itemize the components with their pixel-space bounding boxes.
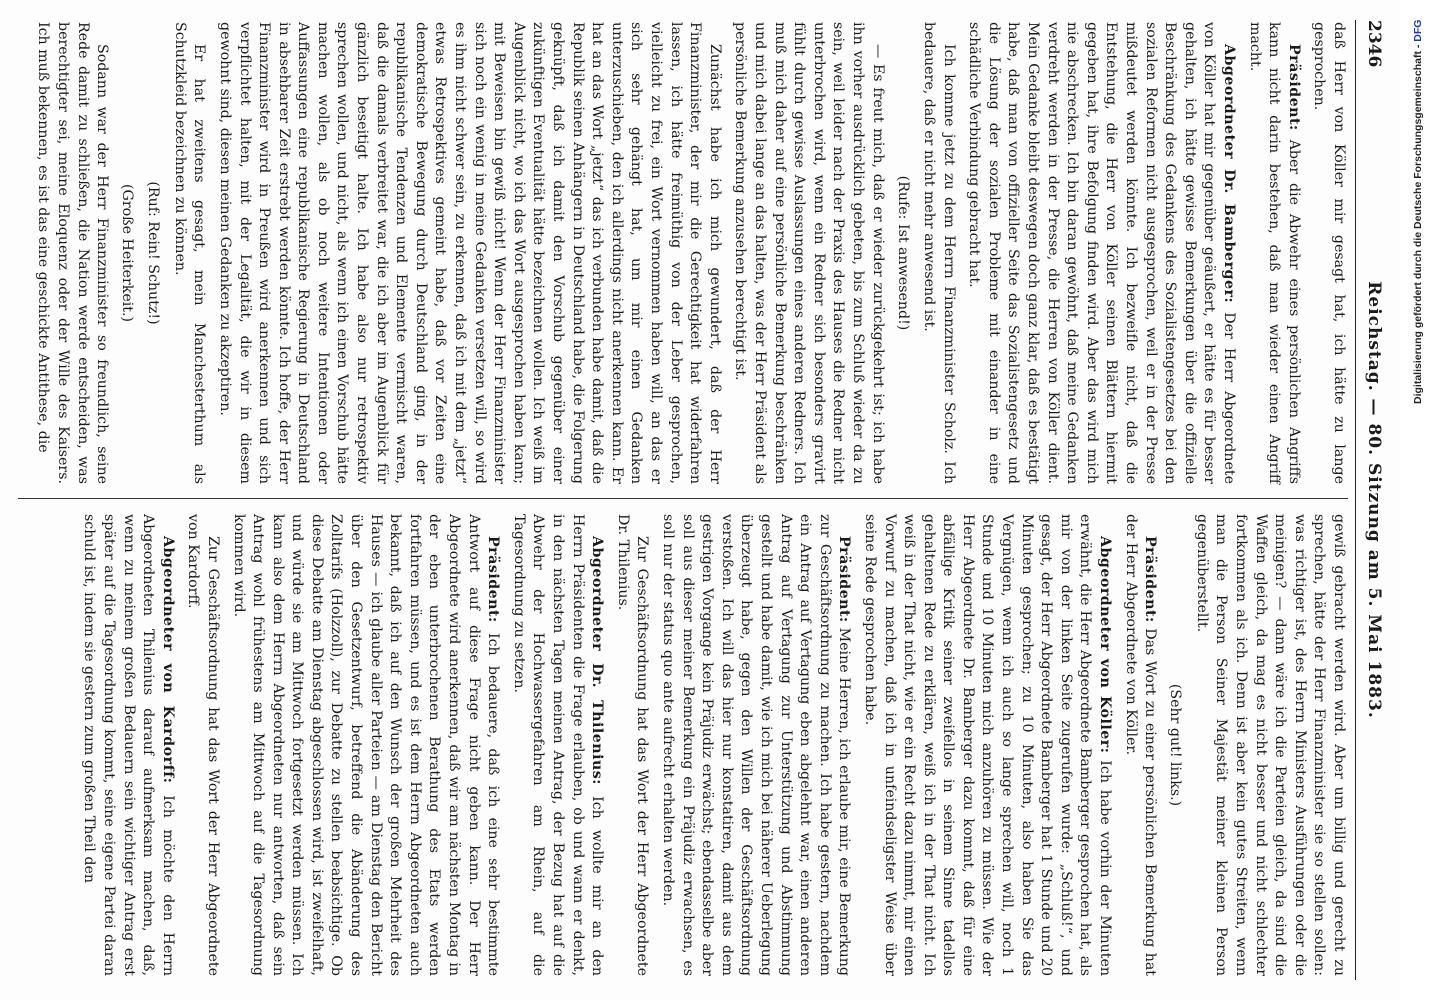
stage-direction (117, 22, 137, 484)
page-number: 2346 (1364, 20, 1384, 68)
paragraph-text: Aber die Abwehr eines persönlichen Angriffs kann nicht darin bestehen, daß man wieder einen Angriff macht. (1246, 22, 1302, 484)
page-title: Reichstag. — 80. Sitzung am 5. Mai 1883. (1364, 281, 1384, 719)
paragraph (1309, 22, 1348, 484)
digitization-notice (1412, 20, 1432, 980)
paragraph-text: Meine Herren, ich erlaube mir, eine Bemerkung zur Geschäftsordnung zu machen. Ich habe gestern, nachdem ein Antrag auf Vertagung eben abgelehnt war, einen anderen Antrag auf Vertagung zur Unterstützung und Abstimmung gestellt und habe damit, wie ich mich bei näherer Ueberlegung überzeugt habe, gegen den Willen der Geschäftsordnung verstoßen. Ich will das hier nur konstatiren, damit aus dem gestrigen Vorgange kein Präjudiz erwächst; ebendasselbe aber soll aus dieser meiner Bemerkung ein Präjudiz erwachsen, es soll nur der status quo ante aufrecht erhalten werden. (660, 514, 853, 977)
speaker-name: Präsident: (836, 536, 853, 623)
stage-direction (893, 22, 913, 484)
paragraph-text: Zunächst habe ich mich gewundert, daß der Herr Finanzminister, der mir die Gerechtigkeit hat widerfahren lassen, ich hätte freimüthig von der Leber gesprochen, vielleicht zu frei, ein Wort vernommen haben will, an das er sich sehr gehängt hat, um mir einen Gedanken unterzuschieben, den ich allerdings nicht anerkennen kann. Er hat an das Wort „jetzt“ das ich verbunden habe damit, daß die Republik seinen Anhängern in Deutschland habe, die Folgerung geknüpft, daß ich damit den Vorschub gegenüber einer zukünftigen Eventualität hätte bezeichnen wollen. Ich weiß im Augenblick nicht, wo ich das Wort ausgesprochen haben kann; mit Beweisen bin gewiß nicht! Wenn der Herr Finanzminister sich noch ein wenig in meine Gedanken versetzen will, so wird es ihm nicht schwer sein, zu erkennen, daß ich mit dem „jetzt“ etwas Retrospektives gemeint habe, daß vor Zeiten eine demokratische Bewegung durch Deutschland ging, in der republikanische Tendenzen und Elemente vermischt waren, daß die damals verbreitet war, die ich aber im Augenblick für gänzlich beseitigt halte. Ich habe also nur retrospektiv sprechen wollen, und nicht, als wenn ich einen Vorschub hätte machen wollen, als ob noch weitere Intentionen oder Auffassungen eine republikanische Regierung in Deutschland in absehbarer Zeit erstrebt werden könnte. Ich hoffe, der Herr Finanzminister wird in Preußen wird anerkennen und sich verpflichtet halten, mit der Legalität, die wir in diesem gewohnt sind, diesen meinen Gedanken zu akzeptiren. (216, 22, 723, 484)
paragraph-text: Zur Geschäftsordnung hat das Wort der Herr Abgeordnete von Kardorff. (185, 514, 221, 976)
paragraph (919, 22, 958, 484)
speaker-name: Abgeordneter von Kardorff: (159, 536, 176, 784)
paragraph (79, 514, 177, 976)
paragraph (657, 514, 853, 976)
paragraph (169, 22, 208, 484)
paragraph-text: gewiß gebracht werden wird. Aber um billig und gerecht zu sprechen, hätte der Herr Finanzminister sie so stellen sollen: was richtiger ist, des Herrn Ministers Ausführungen oder die meinigen? — dann wäre ich die Parteien gleich, da sind die Waffen gleich, da mag es nicht besser und nicht schlechter fortkommen als ich. Denn ist aber kein gutes Streiten, wenn man die Person Seiner Majestät meiner kleinen Person gegenüberstellt. (1193, 514, 1347, 976)
paragraph-text: Der Herr Abgeordnete von Köller hat mir gegenüber geäußert, er hätte es für besser gehalten, ich hätte gewisse Bemerkungen über die offizielle Beschränkung des Gedankens des Sozialistengesetzes bei den sozialen Reformen nicht ausgesprochen, weil er in der Presse mißdeutet werden könnte. Ich bezweifle nicht, daß die Entstehung, die Herr von Köller seinen Blättern hiermit gegeben hat, ihre Befolgung finden wird. Aber das wird mich nie abschrecken. Ich bin daran gewöhnt, daß meine Gedanken verdreht werden in der Presse, die Herren von Köller dient. Mein Gedanke bleibt deswegen doch ganz klar, daß es bestätigt habe, daß man von offizieller Seite das Sozialistengesetz und die Lösung der sozialen Probleme mit einander in eine schädliche Verbindung gebracht hat. (966, 22, 1238, 485)
paragraph-text: Sodann war der Herr Finanzminister so freundlich, seine Rede damit zu schließen, die Nation werde entscheiden, was berechtigter sei, meine Eloquenz oder der Wille des Kaisers. Ich muß bekennen, es ist das eine geschickte Antithese, die (35, 22, 111, 484)
paragraph-text: Ich wollte mir an den Herrn Präsidenten die Frage erlauben, ob und wann er denkt, in den nächsten Tagen meinen Antrag, der Bezug hat auf die Abwehr der Hochwassergefahren am Rhein, auf die Tagesordnung zu setzen. (510, 514, 606, 976)
right-column (18, 514, 1348, 976)
paragraph (730, 22, 887, 484)
paragraph-text: (Rufe: Ist anwesend!) (894, 175, 911, 331)
paragraph-text: daß Herr von Köller mir gesagt hat, ich hätte zu lange gesprochen. (1311, 22, 1347, 484)
digitization-text: Digitalisierung gefördert durch die Deutsche Forschungsgemeinschaft - (1412, 45, 1424, 405)
speaker-name: Abgeordneter Dr. Thilenius: (589, 536, 606, 786)
paragraph (1244, 22, 1303, 484)
paragraph (859, 514, 1114, 976)
page-header (1355, 20, 1390, 980)
paragraph-text: Das Wort zu einer persönlichen Bemerkung hat der Herr Abgeordnete von Köller. (1122, 514, 1159, 977)
speaker-name: Präsident: (485, 536, 502, 623)
stage-direction (143, 22, 163, 484)
paragraph (214, 22, 723, 484)
paragraph (33, 22, 111, 484)
paragraph (1191, 514, 1348, 976)
paragraph (228, 514, 502, 976)
left-column (18, 22, 1348, 484)
paragraph-text: (Ruf: Rein! Schutz!) (145, 181, 162, 325)
speaker-name: Abgeordneter Dr. Bamberger: (1221, 44, 1238, 304)
paragraph-text: (Sehr gut! links.) (1167, 683, 1184, 807)
paragraph-text: Zur Geschäftsordnung hat das Wort der Herr Abgeordnete Dr. Thilenius. (614, 514, 651, 976)
paragraph-text: — Es freut mich, daß er wieder zurückgekehrt ist; ich habe ihn vorher ausdrücklich gebeten, bis zum Schluß wieder da zu sein, weil leider nach der Praxis des Hauses die Redner nicht unterbrochen wird, wenn ein Redner sich besonders gravirt fühlt durch gewisse Auslassungen eines anderen Redners. Ich muß mich daher auf eine persönliche Bemerkung beschränken und mich dabei lange an das halten, was der Herr Präsident als persönliche Bemerkung anzusehen berechtigt ist. (732, 22, 886, 484)
column-divider (18, 498, 1348, 499)
speaker-name: Präsident: (1285, 44, 1302, 131)
paragraph-text: Ich habe vorhin der Minuten erwähnt, die Herr Abgeordnete Bamberger gesprochen hat, als mir von der linken Seite zugerufen wurde: „Schluß!“, und gesagt, der Herr Abgeordnete Bamberger hat 1 Stunde und 20 Minuten gesprochen; zu 10 Minuten, also haben Sie das Vergnügen, wenn ich auch so lange sprechen will, noch 1 Stunde und 10 Minuten mich anzuhören zu müssen. Wie der Herr Abgeordnete Dr. Bamberger dazu kommt, daß für eine abfällige Kritik seiner zweifellos in seinem Sinne tadellos gehaltenen Rede zu erklären, weiß ich in der That nicht. Ich weiß in der That nicht, wie er ein Recht dazu nimmt, mir einen Vorwurf zu machen, daß ich in unfeindseligster Weise über seine Rede gesprochen habe. (861, 514, 1114, 976)
paragraph (183, 514, 222, 976)
speaker-name: Abgeordneter von Köller: (1097, 536, 1114, 754)
paragraph (508, 514, 606, 976)
paragraph-text: Ich komme jetzt zu dem Herrn Finanzminister Scholz. Ich bedauere, daß er nicht mehr anwesend ist. (921, 22, 957, 484)
stage-direction (1165, 514, 1185, 976)
paragraph (612, 514, 651, 976)
paragraph-text: Ich möchte den Herrn Abgeordneten Thilenius darauf aufmerksam machen, daß, wenn zu meinem großen Bedauern sein wichtiger Antrag erst später auf die Tagesordnung kommt, seine eigene Partei daran schuld ist, indem sie gestern zum großen Theil den (81, 514, 176, 976)
paragraph (1120, 514, 1159, 976)
paragraph-text: (Große Heiterkeit.) (119, 183, 136, 323)
paragraph-text: Er hat zweitens gesagt, mein Manchesterthum als Schutzkleid bezeichnen zu können. (171, 22, 208, 484)
speaker-name: Präsident: (1142, 536, 1159, 623)
dfg-logo: DFG (1412, 20, 1424, 43)
paragraph (964, 22, 1238, 484)
paragraph-text: Ich bedauere, daß ich eine sehr bestimmte Antwort auf diese Frage nicht geben kann. Der Herr Abgeordnete wird anerkennen, daß wir am nächsten Montag in der eben unterbrochenen Berathung des Etats werden fortfahren müssen, und es ist dem Herrn Abgeordneten auch bekannt, daß ich auf den Wunsch der großen Mehrheit des Hauses — ich glaube aller Parteien — am Dienstag den Bericht über den Gesetzentwurf, betreffend die Abänderung des Zolltarifs (Holzzoll), zur Debatte zu stellen beabsichtige. Ob diese Debatte am Dienstag abgeschlossen wird, ist zweifelhaft, und würde sie am Mittwoch fortgesetzt werden müssen. Ich kann also dem Herrn Abgeordneten nur antworten, daß sein Antrag wohl frühestens am Mittwoch auf die Tagesordnung kommen wird. (230, 514, 502, 976)
